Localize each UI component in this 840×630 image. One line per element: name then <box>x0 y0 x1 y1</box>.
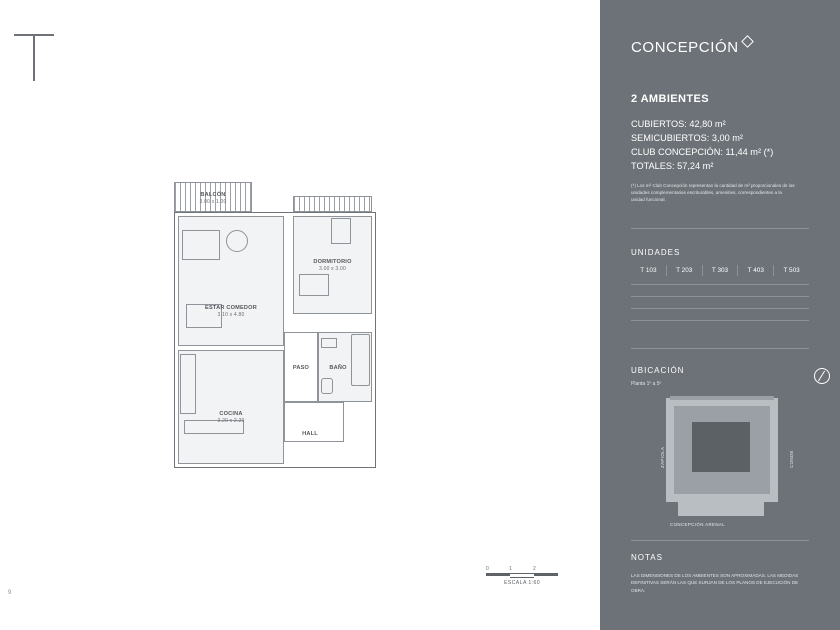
unidades-row <box>631 265 809 276</box>
room-label-balcon <box>174 191 252 207</box>
area-semicubiertos: SEMICUBIERTOS: 3,00 m² <box>631 132 743 143</box>
scale-tick-0: 0 <box>486 566 489 572</box>
room-label-hall <box>290 430 330 438</box>
unidad-item[interactable]: T 203 <box>667 265 703 276</box>
scale-bar <box>486 566 562 586</box>
unidades-rule <box>631 308 809 309</box>
page-number: 9 <box>8 590 12 596</box>
brand-title <box>631 37 752 56</box>
footnote: (*) Los m² Club Concepción representan la cantidad de m² proporcionales de las unidades complementarias escriturables, amenities, correspondientes a la unidad funcional. <box>631 183 795 203</box>
notas-title: NOTAS <box>631 553 663 562</box>
unidades-rule <box>631 296 809 297</box>
notas-text: LAS DIMENSIONES DE LOS AMBIENTES SON APROXIMADAS. LAS MEDIDAS DEFINITIVAS SERÁN LAS QUE SURJAN DE LOS PLANOS DE EJECUCIÓN DE OBRA. <box>631 573 799 593</box>
unidades-rule <box>631 320 809 321</box>
divider-1 <box>631 228 809 229</box>
divider-3 <box>631 540 809 541</box>
unidades-rule <box>631 284 809 285</box>
room-name: ESTAR COMEDOR <box>205 305 257 311</box>
room-label-cocina <box>178 410 284 426</box>
room-dim: 3.20 x 2.20 <box>217 418 245 425</box>
site-courtyard <box>692 422 750 472</box>
site-strip <box>670 396 774 400</box>
room-name: COCINA <box>219 411 243 417</box>
fixture-bathtub <box>351 334 370 386</box>
scale-tick-1: 1 <box>509 566 512 572</box>
diamond-icon <box>741 35 754 48</box>
room-dim: 3.00 x 3.00 <box>319 266 346 273</box>
room-name: BAÑO <box>329 365 347 371</box>
scale-caption: ESCALA 1:60 <box>503 580 541 586</box>
area-totales: TOTALES: 57,24 m² <box>631 160 714 171</box>
area-cubiertos: CUBIERTOS: 42,80 m² <box>631 119 726 129</box>
room-name: BALCÓN <box>200 192 226 198</box>
fixture-bed <box>299 274 329 296</box>
unidad-item[interactable]: T 303 <box>703 265 739 276</box>
site-street-right: CONDE <box>789 450 794 468</box>
logo-t-icon <box>14 34 54 82</box>
unidades-title: UNIDADES <box>631 248 681 257</box>
site-street-bottom: CONCEPCIÓN ARENAL <box>670 522 726 527</box>
info-panel <box>600 0 840 630</box>
site-map <box>648 392 794 530</box>
room-dim: 3.10 x 4.80 <box>217 312 245 319</box>
ubicacion-title: UBICACIÓN <box>631 366 685 375</box>
fixture-kitchen-counter <box>180 354 196 414</box>
room-name: HALL <box>302 431 318 437</box>
fixture-closet <box>331 218 351 244</box>
ubicacion-subtitle: Planta 1º a 5º <box>631 381 662 387</box>
fixture-toilet <box>321 378 333 394</box>
divider-2 <box>631 348 809 349</box>
unidad-item[interactable]: T 503 <box>783 267 800 274</box>
area-club: CLUB CONCEPCIÓN: 11,44 m² (*) <box>631 146 774 157</box>
floor-plan-drawing <box>168 182 396 468</box>
ambientes-title: 2 AMBIENTES <box>631 93 709 105</box>
brand-text: CONCEPCIÓN <box>631 39 739 56</box>
unidad-item[interactable]: T 103 <box>631 265 667 276</box>
furniture-sofa <box>182 230 220 260</box>
room-dim: 3.00 x 1.00 <box>199 199 227 206</box>
room-name: DORMITORIO <box>313 259 352 265</box>
room-name: PASO <box>292 365 310 371</box>
site-block <box>678 498 764 516</box>
balcony-secondary <box>293 196 372 212</box>
site-street-left: ZAPIOLA <box>660 446 665 468</box>
unidad-item[interactable]: T 403 <box>738 265 774 276</box>
areas-list <box>631 118 821 174</box>
room-label-estar <box>178 304 284 320</box>
room-label-dormitorio <box>293 258 372 274</box>
fixture-sink <box>321 338 337 348</box>
scale-tick-2: 2 <box>533 566 536 572</box>
compass-icon <box>814 368 830 384</box>
room-label-bano <box>318 364 358 372</box>
furniture-armchair <box>226 230 248 252</box>
